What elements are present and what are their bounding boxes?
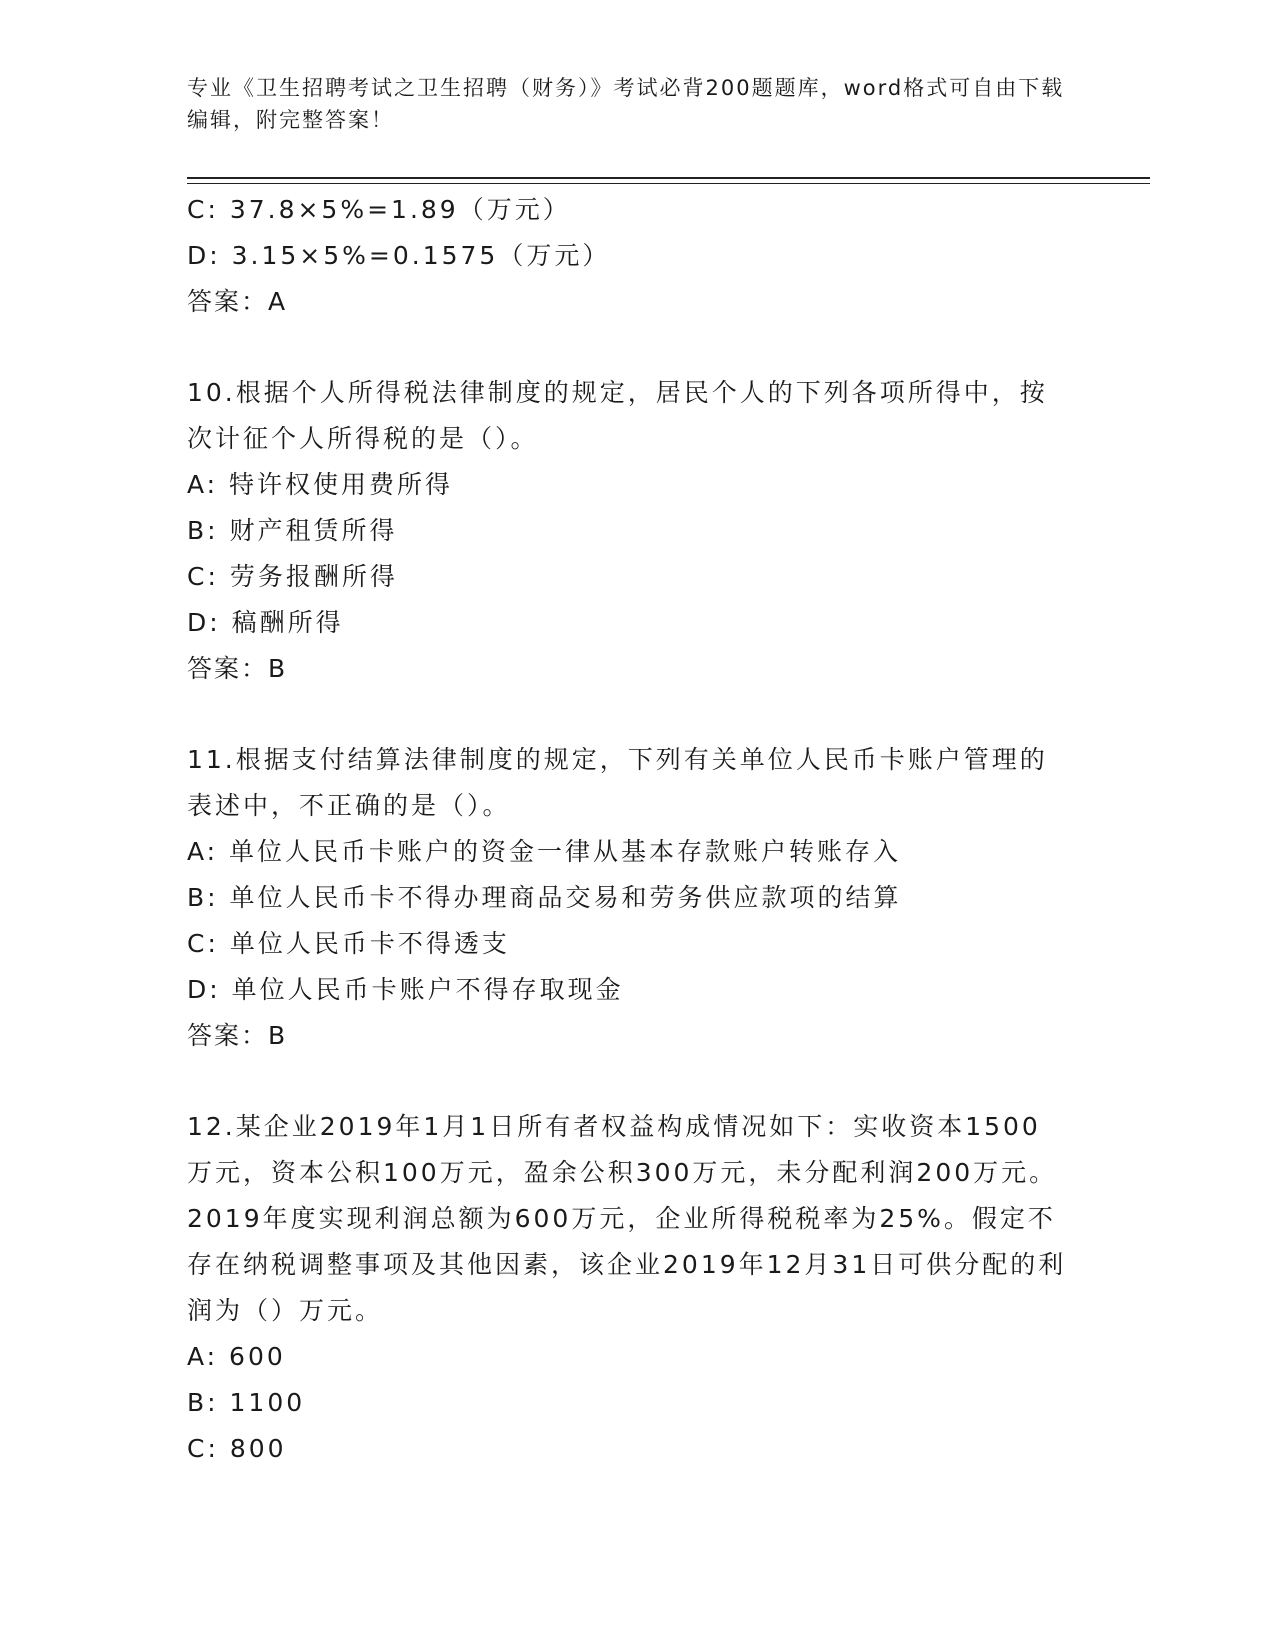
option-c: C: 劳务报酬所得 [187, 562, 398, 591]
question-10 [187, 370, 1067, 692]
answer-line: 答案：B [187, 1021, 288, 1050]
option-a: A: 特许权使用费所得 [187, 470, 454, 499]
carryover-block [187, 187, 1067, 325]
option-d: D: 3.15×5%=0.1575（万元） [187, 241, 611, 270]
answer-line: 答案：A [187, 287, 288, 316]
option-a: A: 单位人民币卡账户的资金一律从基本存款账户转账存入 [187, 837, 902, 866]
option-b: B: 单位人民币卡不得办理商品交易和劳务供应款项的结算 [187, 883, 902, 912]
question-12 [187, 1104, 1067, 1472]
document-header: 专业《卫生招聘考试之卫生招聘（财务）》考试必背200题题库，word格式可自由下载编辑，附完整答案！ [187, 76, 1065, 132]
question-11 [187, 737, 1067, 1059]
question-stem: 11.根据支付结算法律制度的规定，下列有关单位人民币卡账户管理的表述中，不正确的是（）。 [187, 745, 1048, 820]
question-stem: 10.根据个人所得税法律制度的规定，居民个人的下列各项所得中，按次计征个人所得税的是（）。 [187, 378, 1048, 453]
option-d: D: 稿酬所得 [187, 608, 344, 637]
answer-line: 答案：B [187, 654, 288, 683]
header-divider-thick [187, 177, 1150, 179]
question-stem: 12.某企业2019年1月1日所有者权益构成情况如下：实收资本1500万元，资本公积100万元，盈余公积300万元，未分配利润200万元。2019年度实现利润总额为600万元，企业所得税税率为25%。假定不存在纳税调整事项及其他因素，该企业2019年12月31日可供分配的利润为（）万元。 [187, 1112, 1067, 1325]
option-c: C: 37.8×5%=1.89（万元） [187, 195, 571, 224]
option-b: B: 1100 [187, 1388, 306, 1417]
header-divider-thin [187, 183, 1150, 184]
option-b: B: 财产租赁所得 [187, 516, 398, 545]
document-body [187, 187, 1067, 1472]
option-c: C: 单位人民币卡不得透支 [187, 929, 510, 958]
option-c: C: 800 [187, 1434, 287, 1463]
option-a: A: 600 [187, 1342, 286, 1371]
option-d: D: 单位人民币卡账户不得存取现金 [187, 975, 624, 1004]
